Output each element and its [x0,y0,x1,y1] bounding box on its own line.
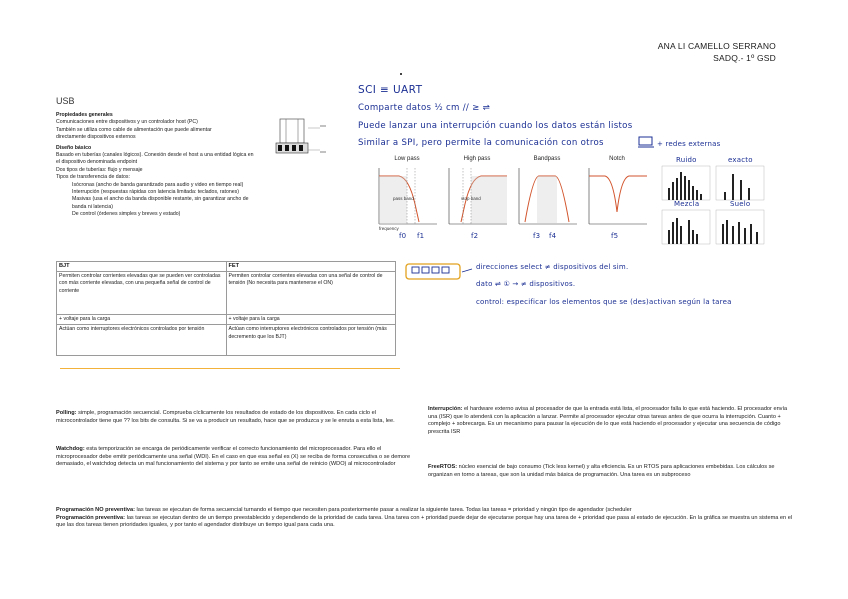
nopreventiva-text: las tareas se ejecutan de forma secuencial turnando el tiempo que necesiten para posteriormente pasar a realizar la siguiente tarea. Todas las tareas = prioridad y ningún tipo de agendador (scheduler [134,507,632,513]
usb-title: USB [56,96,75,106]
interrupcion-paragraph [428,406,792,436]
usb-transfer-line: banda ni latencia) [72,203,113,210]
freertos-paragraph [428,464,792,479]
sci-note-1: Comparte datos ½ cm // ≥ ⇌ [358,103,491,113]
notch-plot [589,168,647,224]
bus-icon [404,261,474,283]
usb-props-line: directamente dispositivos externos [56,134,136,141]
table-cell: Actúan como interruptores electrónicos controlados por tensión [57,325,227,356]
hist-label-mezcla: Mezcla [674,200,700,208]
table-row [57,315,396,325]
table-row [57,272,396,315]
section-divider [60,368,400,369]
polling-text: simple, programación secuencial. Comprueba cíclicamente los resultados de estado de los dispositivos. En cada ciclo el microcontrolador tiene que ?? los bits de consulta. Si se va a producir un resultado, hace que se produzca y se le enruta a esta lista, lee. [56,410,395,424]
usb-design-line: Dos tipos de tuberías: flujo y mensaje [56,166,143,173]
course-label: SADQ.- 1º GSD [713,53,776,63]
histogram-plots [660,164,770,248]
hist-label-ruido: Ruido [676,156,697,164]
nopreventiva-line [56,507,796,515]
usb-design-title: Diseño básico [56,144,92,151]
bandpass-plot [519,168,577,224]
computer-icon [637,136,655,148]
dot-mark [400,73,402,75]
filter-tick-highpass: f2 [471,232,479,240]
usb-transfer-line: De control (órdenes simples y breves y estado) [72,211,181,218]
author-name: ANA LI CAMELLO SERRANO [657,41,776,51]
bjt-fet-table [56,261,396,356]
usb-design-line: el dispositivo denominada endpoint [56,159,138,166]
table-cell: Actúan como interruptores electrónicos controlados por tensión (más decremento que los BJT) [226,325,396,356]
hist-suelo [716,210,764,244]
filter-diagrams [365,156,655,252]
freertos-keyword: FreeRTOS: [428,464,458,470]
table-cell: Permiten controlar corrientes elevadas que se pueden ver controladas con más corriente elevadas, con una pequeña señal de control de corriente [57,272,227,315]
filter-label-highpass: High pass [463,156,491,162]
sci-note-4: + redes externas [657,140,721,148]
filter-stopband-label: stop band [461,196,481,201]
usb-design-line: Tipos de transferencia de datos: [56,174,130,181]
watchdog-text: esta temporización se encarga de periódicamente verificar el correcto funcionamiento del microprocesador. Para ello el microprocesador debe emitir periódicamente una señal (WDI). En el caso en que esa señal es (X) se reciba de forma consecutiva o se demore demasiado, el watchdog detecta un mal funcionamiento del sistema y por tanto se emite una señal de reinicio (WDO) al microcontrolador [56,446,411,468]
filter-label-notch: Notch [609,156,625,162]
filter-tick-bandpass-2: f4 [549,232,557,240]
usb-props-line: También se utiliza como cable de alimentación que puede alimentar [56,126,212,133]
table-header-bjt: BJT [57,262,227,272]
interrupcion-keyword: Interrupción: [428,406,463,412]
filter-axis-label: frequency [379,226,399,231]
hist-ruido [662,166,710,200]
polling-keyword: Polling: [56,410,77,416]
author-block [658,40,776,64]
hist-label-exacto: exacto [728,156,753,164]
filter-tick-lowpass: f0 [399,232,407,240]
watchdog-paragraph [56,446,412,469]
programacion-paragraph [56,507,796,530]
table-cell: Permiten controlar corrientes elevadas con una señal de control de tensión (No necesita para mantenerse el ON) [226,272,396,315]
usb-transfer-line: Masivas (usa el ancho da banda disponible restante, sin garantizar ancho de [72,196,249,203]
table-row [57,262,396,272]
hist-exacto [716,166,764,200]
table-cell: + voltaje para la carga [57,315,227,325]
usb-props-line: Comunicaciones entre dispositivos y un controlador host (PC) [56,119,198,126]
hist-label-suelo: Suelo [730,200,751,208]
sci-title: SCI ≡ UART [358,84,423,96]
filter-passband-label: pass band [393,196,414,201]
polling-paragraph [56,410,412,425]
usb-connector-diagram [266,116,328,160]
filter-tick-bandpass: f3 [533,232,541,240]
sci-note-2: Puede lanzar una interrupción cuando los datos están listos [358,121,633,131]
interrupcion-text: el hardware externo avisa al procesador de que la entrada está lista, el procesador falla lo que está haciendo. El procesador envía una (ISR) que lo atenderá con la aplicación a lanzar. Permite al procesador ejecutar otras tareas antes de que ocurra la interrupción. Cuanto + complejo + sobrecarga. Es un mecanismo para pausar la ejecución de lo que está haciendo el procesador y ejecutar una secuencia de código prescrita ISR [428,406,788,435]
freertos-text: núcleo esencial de bajo consumo (Tick less kernel) y alta eficiencia. Es un RTOS para aplicaciones embebidas. Los cálculos se organizan en torno a tareas, que son la unidad más básica de programación. Una tarea es un subproceso [428,464,775,478]
hist-mezcla [662,210,710,244]
histogram-grid [660,156,770,248]
filter-label-bandpass: Bandpass [533,156,561,162]
preventiva-line [56,515,796,530]
usb-props-title: Propiedades generales [56,112,113,118]
filter-tick-notch: f5 [611,232,619,240]
table-row [57,325,396,356]
bus-note-3: control: especificar los elementos que se (des)activan según la tarea [476,298,732,306]
filter-tick-lowpass-2: f1 [417,232,425,240]
watchdog-keyword: Watchdog: [56,446,85,452]
bus-note-1: direcciones select ≠ dispositivos del sim. [476,263,629,271]
bus-note-2: dato ⇌ ① → ≠ dispositivos. [476,280,576,288]
table-header-fet: FET [226,262,396,272]
filter-label-lowpass: Low pass [394,156,420,162]
usb-transfer-line: Isócronas (ancho de banda garantizado para audio y video en tiempo real) [72,181,244,188]
nopreventiva-keyword: Programación NO preventiva: [56,507,135,513]
preventiva-text: las tareas se ejecutan dentro de un tiempo preestablecido y dependiendo de la prioridad de cada tarea. Una tarea con + prioridad puede dejar de ejecutarse porque hay una tarea de + prioridad que pasa al estado de ejecución. En la gráfica se muestra un sistema en el que las dos tareas tienen prioridades iguales, y por tanto el agendador distribuye un tiempo igual para cada una. [56,514,793,529]
usb-transfer-line: Interrupción (respuestas rápidas con latencia limitada: teclados, ratones) [72,189,239,196]
usb-design-line: Basado en tuberías (canales lógicos). Conexión desde el host a una entidad lógica en [56,152,254,159]
preventiva-keyword: Programación preventiva: [56,514,126,521]
table-cell: + voltaje para la carga [226,315,396,325]
sci-note-3: Similar a SPI, pero permite la comunicación con otros [358,138,604,148]
